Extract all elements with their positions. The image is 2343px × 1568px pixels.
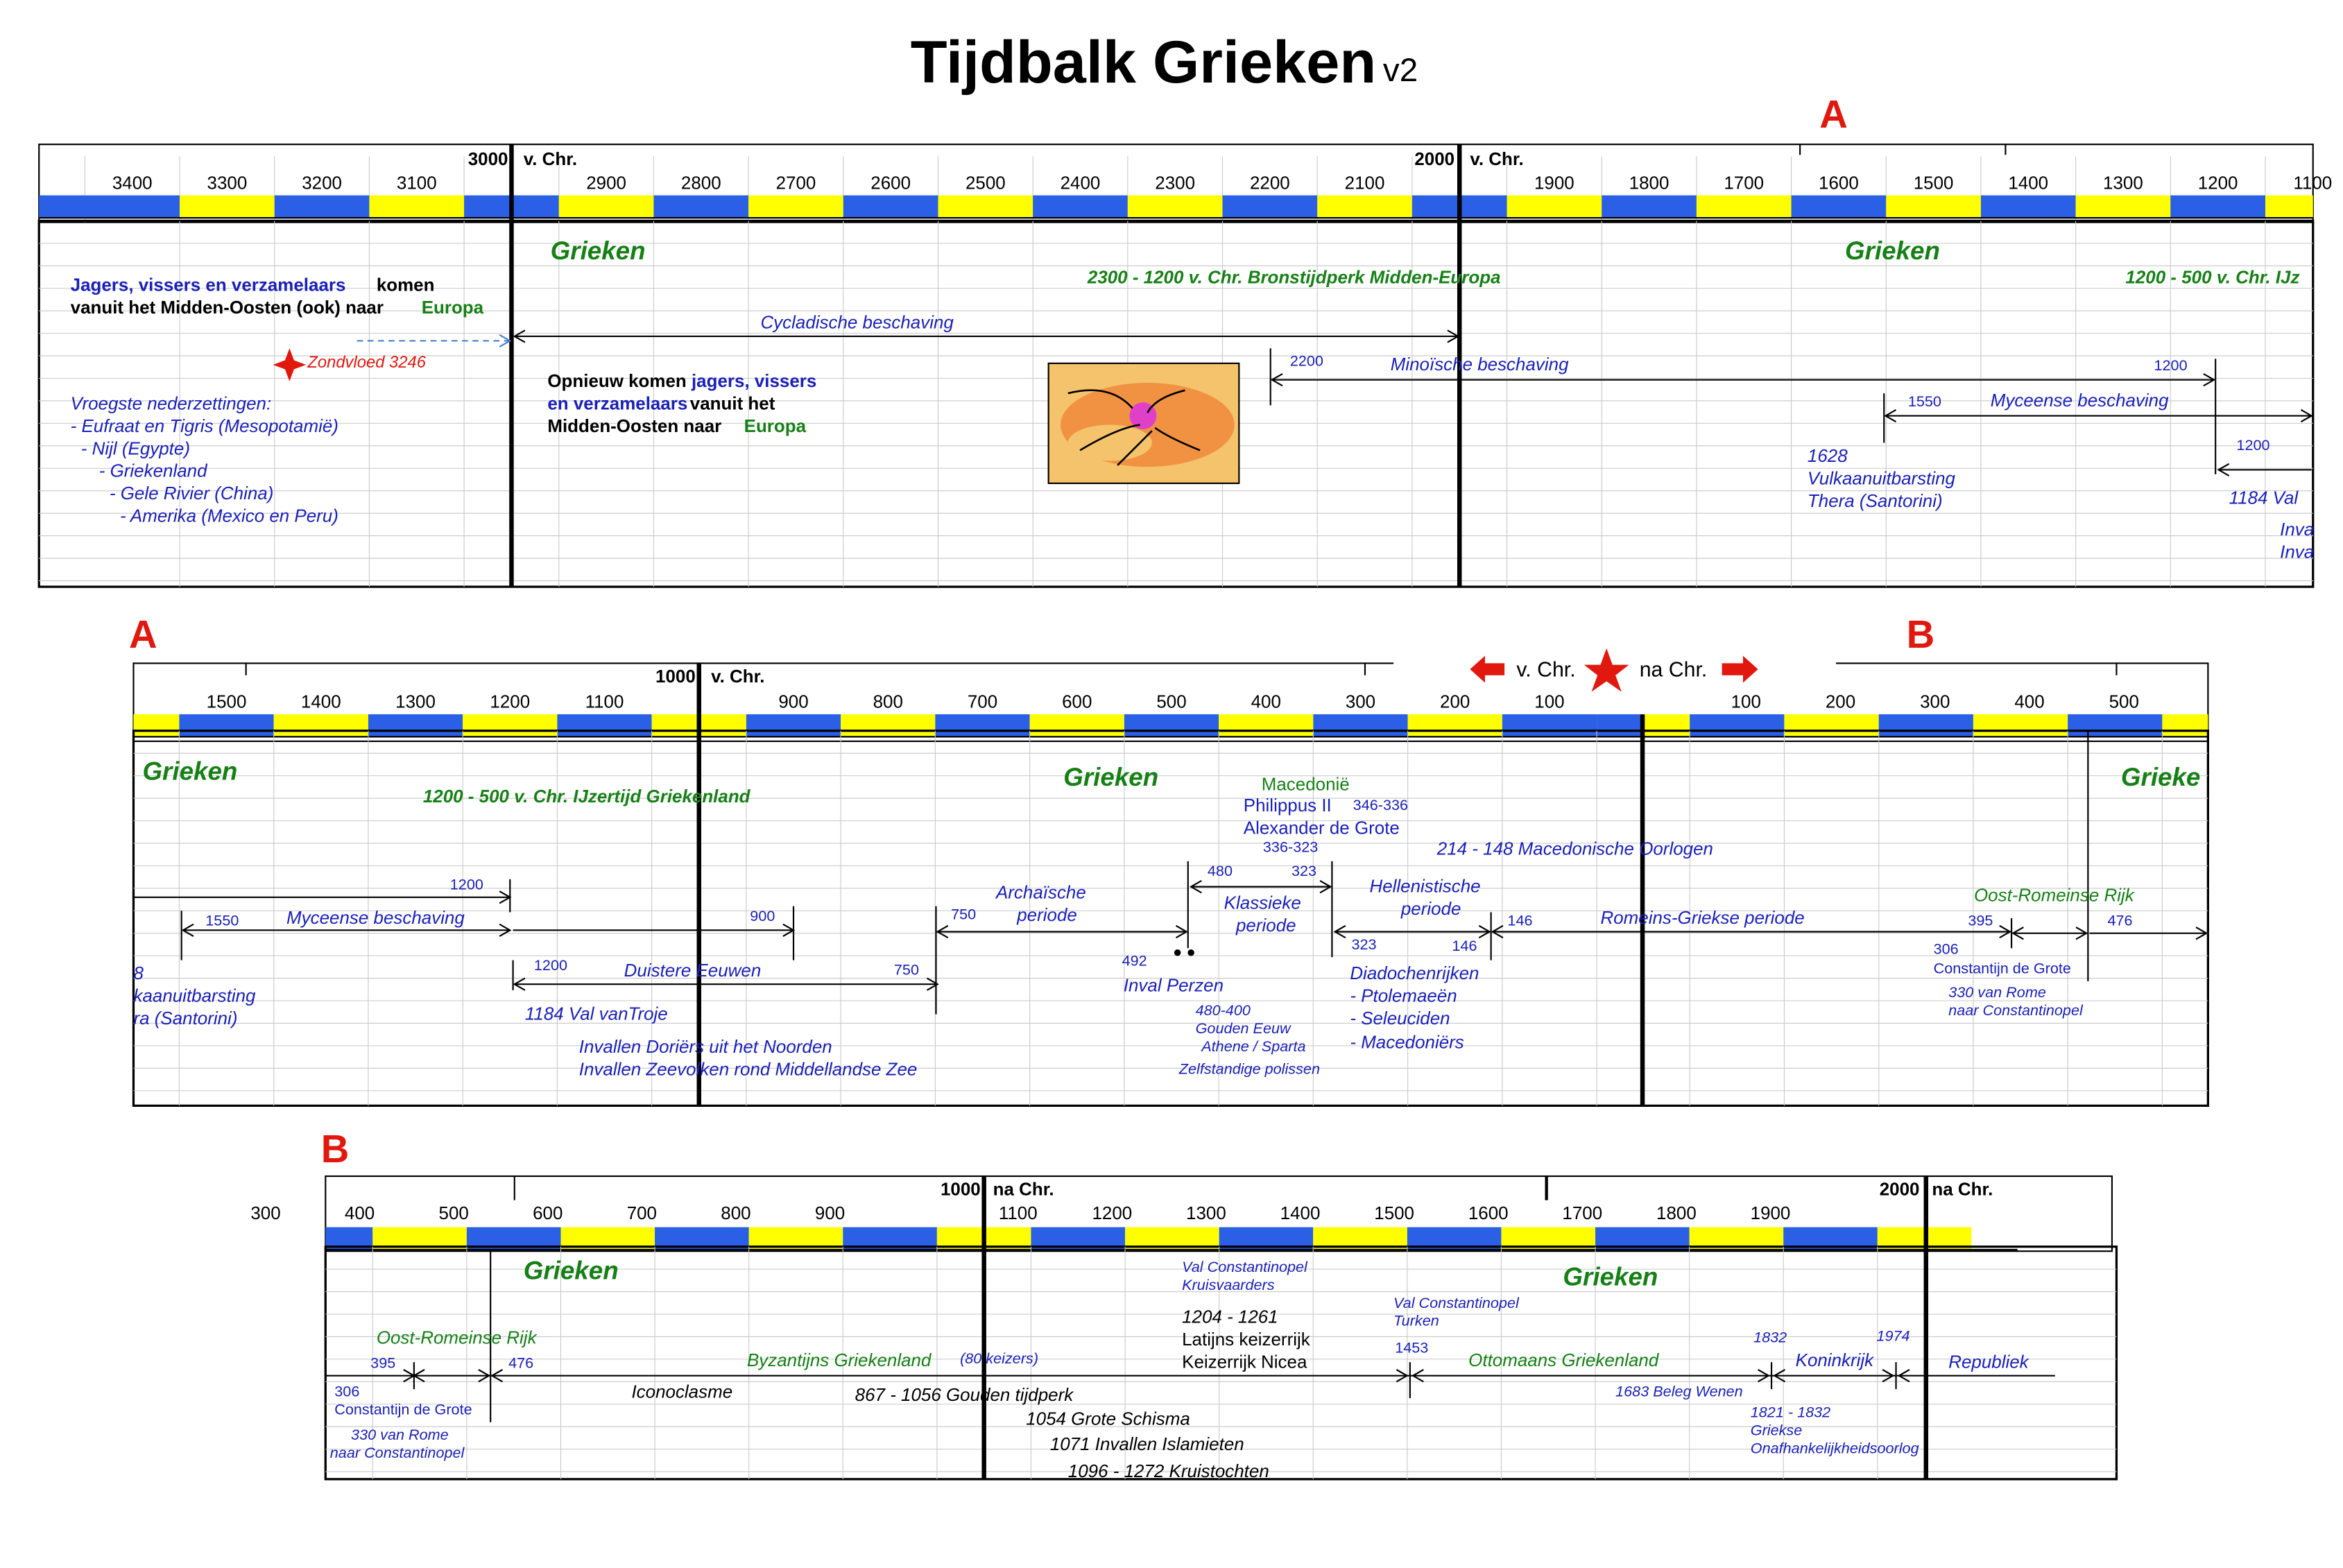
kingdom-label: Koninkrijk <box>1795 1350 1874 1371</box>
panel2-year-tick: 300 <box>1345 691 1376 713</box>
panel1-year-tick: 2100 <box>1344 172 1385 193</box>
vienna-label: 1683 Beleg Wenen <box>1615 1384 1743 1401</box>
panel3-era-label: na Chr. <box>1932 1178 1993 1200</box>
europa-label: Europa <box>421 297 484 318</box>
year-900: 900 <box>750 908 775 926</box>
panel3-year-tick: 900 <box>814 1203 846 1224</box>
section-marker-b: B <box>320 1126 350 1171</box>
year-395: 395 <box>370 1355 396 1372</box>
truncated-label: ra (Santorini) <box>133 1008 238 1029</box>
panel1-year-tick: 1900 <box>1534 172 1574 193</box>
year-480: 480 <box>1207 863 1233 881</box>
latin-empire-label: 1204 - 1261 <box>1182 1306 1278 1327</box>
section-marker-b: B <box>1906 612 1935 657</box>
grieken-label: Grieken <box>1844 236 1940 266</box>
settlement-item: - Gele Rivier (China) <box>109 483 274 504</box>
settlement-item: - Amerika (Mexico en Peru) <box>120 505 338 527</box>
panel1-year-tick: 3300 <box>207 172 248 193</box>
panel3-year-tick: 500 <box>438 1203 469 1224</box>
panel2-year-tick: 200 <box>1440 691 1470 713</box>
ottoman-label: Ottomaans Griekenland <box>1468 1350 1659 1371</box>
rome-constantinople-label: naar Constantinopel <box>329 1445 465 1463</box>
again-label: Opnieuw komen <box>547 370 687 392</box>
grieken-label: Grieke <box>2120 763 2201 792</box>
panel2-year-tick: 400 <box>2014 691 2045 713</box>
panel2-year-tick: 100 <box>1731 691 1761 713</box>
macedonia-label: Macedonië <box>1261 773 1350 795</box>
panel1-year-tick: 2900 <box>586 172 626 193</box>
panel3-year-tick: 600 <box>533 1203 563 1224</box>
panel3-year-tick: 1300 <box>1186 1203 1226 1224</box>
hellenistic-label: periode <box>1400 898 1461 920</box>
year-146: 146 <box>1452 938 1477 956</box>
section-marker-a: A <box>128 612 157 657</box>
philippus-label: Philippus II <box>1243 795 1332 816</box>
grieken-label: Grieken <box>523 1257 619 1286</box>
philippus-years: 346-336 <box>1353 798 1409 815</box>
panel1-year-tick: 1300 <box>2103 172 2143 193</box>
panel3-millennium-label: 1000 <box>940 1178 981 1200</box>
schism-label: 1054 Grote Schisma <box>1026 1408 1190 1429</box>
turks-label: Val Constantinopel <box>1393 1295 1519 1313</box>
again-label: jagers, vissers <box>691 370 817 392</box>
year-1200: 1200 <box>533 958 568 975</box>
grieken-label: Grieken <box>142 757 238 786</box>
panel1-year-tick: 2400 <box>1060 172 1101 193</box>
panel2-year-tick: 300 <box>1920 691 1950 713</box>
mycenaean-label: Myceense beschaving <box>286 907 465 929</box>
settlement-item: - Griekenland <box>98 460 207 482</box>
archaic-label: periode <box>1017 904 1077 926</box>
year-395: 395 <box>1968 913 1993 930</box>
year-1974: 1974 <box>1876 1329 1910 1345</box>
turks-label: Turken <box>1393 1313 1439 1331</box>
independence-label: Griekse <box>1750 1423 1803 1440</box>
panel1-year-tick: 1500 <box>1913 172 1954 193</box>
panel3-year-tick: 1400 <box>1280 1203 1321 1224</box>
year-1550: 1550 <box>205 913 239 930</box>
version-label: v2 <box>1382 51 1418 89</box>
panel2-year-tick: 500 <box>1156 691 1187 713</box>
panel2-year-tick: 400 <box>1251 691 1281 713</box>
alexander-label: Alexander de Grote <box>1243 817 1400 838</box>
grieken-label: Grieken <box>1063 763 1159 792</box>
panel3-year-tick: 400 <box>344 1203 375 1224</box>
panel1-year-tick: 1700 <box>1724 172 1765 193</box>
year-306: 306 <box>1933 942 1959 958</box>
byzantine-label: Byzantijns Griekenland <box>746 1350 932 1371</box>
republic-label: Republiek <box>1948 1351 2029 1372</box>
cycladic-label: Cycladische beschaving <box>760 311 954 334</box>
panel2-year-tick: 1400 <box>300 691 341 713</box>
year-1200: 1200 <box>449 877 483 894</box>
year-476: 476 <box>2107 913 2133 930</box>
panel2-year-tick: 1200 <box>490 691 531 713</box>
panel1-year-tick: 2500 <box>965 172 1006 193</box>
year-1832: 1832 <box>1753 1330 1787 1347</box>
iron-age-label: 1200 - 500 v. Chr. IJzertijd Griekenland <box>422 786 750 807</box>
panel2-era-label: v. Chr. <box>711 666 765 687</box>
minoan-label: Minoïsche beschaving <box>1390 354 1569 375</box>
constantine-label: Constantijn de Grote <box>1933 961 2071 979</box>
diadochi-item: - Macedoniërs <box>1350 1031 1464 1053</box>
page-title: Tijdbalk Grieken <box>910 30 1377 96</box>
alexander-years: 336-323 <box>1262 840 1319 856</box>
panel2-year-tick: 700 <box>967 691 998 713</box>
year-476: 476 <box>508 1355 534 1372</box>
panel2-year-tick: 500 <box>2109 691 2139 713</box>
dark-ages-label: Duistere Eeuwen <box>624 960 762 981</box>
iconoclasm-label: Iconoclasme <box>631 1381 733 1403</box>
panel2-year-tick: 100 <box>1534 691 1565 713</box>
panel2-millennium-label: 1000 <box>655 666 696 687</box>
panel2-year-tick: 600 <box>1062 691 1092 713</box>
again-label: vanuit het <box>689 393 775 414</box>
panel1-year-tick: 1600 <box>1819 172 1859 193</box>
panel1-millennium-label: 2000 <box>1414 148 1455 170</box>
panel1-year-tick: 1100 <box>2293 172 2333 193</box>
panel1-year-tick: 2200 <box>1249 172 1290 193</box>
settlement-item: - Eufraat en Tigris (Mesopotamië) <box>70 415 338 437</box>
panel1-year-tick: 2300 <box>1155 172 1196 193</box>
grieken-label: Grieken <box>550 236 646 266</box>
panel3-year-tick: 1800 <box>1656 1203 1697 1224</box>
panel2-year-tick: 800 <box>873 691 903 713</box>
hunters-label: vanuit het Midden-Oosten (ook) naar <box>70 297 384 318</box>
hunters-label: Jagers, vissers en verzamelaars <box>70 274 346 296</box>
sea-peoples-label: Invallen Zeevolken rond Middellandse Zee <box>578 1058 918 1080</box>
latin-empire-label: Latijns keizerrijk <box>1182 1329 1310 1350</box>
persian-invasion-label: Inval Perzen <box>1123 974 1224 996</box>
hunters-label: komen <box>376 274 435 296</box>
year-1200: 1200 <box>2154 358 2188 375</box>
panel3-era-label: na Chr. <box>993 1178 1054 1200</box>
panel1-year-tick: 2700 <box>775 172 816 193</box>
constantine-label: Constantijn de Grote <box>334 1402 472 1419</box>
year-306: 306 <box>334 1384 360 1401</box>
macedonian-wars-label: 214 - 148 Macedonische Oorlogen <box>1436 838 1713 860</box>
crusaders-label: Kruisvaarders <box>1182 1277 1275 1295</box>
east-roman-label: Oost-Romeinse Rijk <box>1973 884 2134 906</box>
golden-age-label: 480-400 <box>1195 1003 1251 1020</box>
truncated-label: kaanuitbarsting <box>133 985 256 1007</box>
thera-label: Vulkaanuitbarsting <box>1807 467 1955 490</box>
troy-label: 1184 Val <box>2229 487 2299 509</box>
flood-label: Zondvloed 3246 <box>307 354 426 372</box>
rome-constantinople-label: 330 van Rome <box>1948 985 2046 1002</box>
settlements-title: Vroegste nederzettingen: <box>70 393 272 414</box>
panel3-year-tick: 300 <box>250 1203 281 1224</box>
year-1453: 1453 <box>1395 1341 1429 1358</box>
golden-age-label: Zelfstandige polissen <box>1178 1062 1320 1078</box>
panel2-year-tick: 1300 <box>395 691 436 713</box>
nicaea-label: Keizerrijk Nicea <box>1182 1351 1307 1372</box>
year-323: 323 <box>1351 937 1377 954</box>
panel3-year-tick: 700 <box>626 1203 658 1224</box>
panel3-year-tick: 1100 <box>998 1203 1038 1224</box>
panel1-year-tick: 1400 <box>2008 172 2049 193</box>
invasion-label: Inva <box>2280 541 2315 562</box>
grieken-label: Grieken <box>1563 1262 1658 1291</box>
iron-age-label: 1200 - 500 v. Chr. IJz <box>2125 266 2300 288</box>
dorians-label: Invallen Doriërs uit het Noorden <box>578 1036 832 1058</box>
diadochi-label: Diadochenrijken <box>1350 963 1479 984</box>
troy-label: 1184 Val vanTroje <box>524 1003 668 1025</box>
rome-constantinople-label: 330 van Rome <box>351 1427 449 1445</box>
year-492: 492 <box>1122 954 1147 971</box>
panel1-year-tick: 2600 <box>870 172 911 193</box>
panel2-year-tick: 1100 <box>585 691 624 713</box>
panel3-millennium-label: 2000 <box>1879 1178 1920 1200</box>
again-label: Midden-Oosten naar <box>547 415 722 437</box>
diadochi-item: - Seleuciden <box>1350 1008 1450 1029</box>
year-2200: 2200 <box>1289 354 1323 371</box>
panel3-year-tick: 1500 <box>1374 1203 1415 1224</box>
panel1-year-tick: 3100 <box>396 172 437 193</box>
crusaders-label: Val Constantinopel <box>1182 1259 1307 1277</box>
hellenistic-label: Hellenistische <box>1369 875 1481 897</box>
independence-label: 1821 - 1832 <box>1750 1405 1831 1422</box>
panel3-year-tick: 1600 <box>1468 1203 1509 1224</box>
year-1200: 1200 <box>2236 438 2270 455</box>
golden-age-label: Gouden Eeuw <box>1195 1021 1291 1038</box>
thera-label: 1628 <box>1807 445 1848 467</box>
archaic-label: Archaïsche <box>995 881 1086 903</box>
year-146: 146 <box>1507 913 1533 930</box>
islam-label: 1071 Invallen Islamieten <box>1049 1433 1244 1455</box>
panel1-era-label: v. Chr. <box>523 148 578 170</box>
panel1-millennium-label: 3000 <box>467 148 508 170</box>
settlement-item: - Nijl (Egypte) <box>80 438 190 459</box>
panel3-year-tick: 800 <box>721 1203 751 1224</box>
roman-greek-label: Romeins-Griekse periode <box>1600 907 1805 929</box>
golden-age-label: Athene / Sparta <box>1201 1039 1306 1056</box>
invasion-label: Inva <box>2280 519 2315 540</box>
byzantine-emperors-label: (80 keizers) <box>960 1351 1039 1368</box>
panel1-year-tick: 1200 <box>2197 172 2238 193</box>
panel1-year-tick: 3400 <box>112 172 153 193</box>
independence-label: Onafhankelijkheidsoorlog <box>1750 1441 1919 1458</box>
year-750: 750 <box>951 907 977 924</box>
diadochi-item: - Ptolemaeën <box>1350 985 1457 1007</box>
panel1-era-label: v. Chr. <box>1470 148 1524 170</box>
thera-label: Thera (Santorini) <box>1807 490 1943 512</box>
section-marker-a: A <box>1819 91 1848 137</box>
golden-era-label: 867 - 1056 Gouden tijdperk <box>855 1384 1074 1406</box>
rome-constantinople-label: naar Constantinopel <box>1948 1003 2083 1020</box>
bronze-age-label: 2300 - 1200 v. Chr. Bronstijdperk Midden-Europa <box>1087 266 1501 288</box>
again-label: en verzamelaars <box>547 393 688 414</box>
panel2-year-tick: 200 <box>1825 691 1856 713</box>
mycenaean-label: Myceense beschaving <box>1990 390 2169 411</box>
year-750: 750 <box>893 963 919 980</box>
year-1550: 1550 <box>1907 394 1941 411</box>
europa-label: Europa <box>744 415 807 437</box>
classic-label: Klassieke <box>1224 892 1301 914</box>
classic-label: periode <box>1235 915 1296 936</box>
east-roman-label: Oost-Romeinse Rijk <box>376 1327 537 1349</box>
panel1-year-tick: 3200 <box>302 172 342 193</box>
crusades-label: 1096 - 1272 Kruistochten <box>1067 1461 1269 1482</box>
era-ad-label: na Chr. <box>1639 657 1708 681</box>
panel3-year-tick: 1200 <box>1092 1203 1133 1224</box>
panel1-year-tick: 1800 <box>1629 172 1670 193</box>
panel3-year-tick: 1900 <box>1750 1203 1791 1224</box>
year-323: 323 <box>1291 863 1317 881</box>
panel2-year-tick: 1500 <box>206 691 247 713</box>
panel3-year-tick: 1700 <box>1562 1203 1603 1224</box>
truncated-label: 8 <box>133 963 144 984</box>
era-bc-label: v. Chr. <box>1516 657 1576 681</box>
panel1-year-tick: 2800 <box>680 172 721 193</box>
panel2-year-tick: 900 <box>778 691 809 713</box>
